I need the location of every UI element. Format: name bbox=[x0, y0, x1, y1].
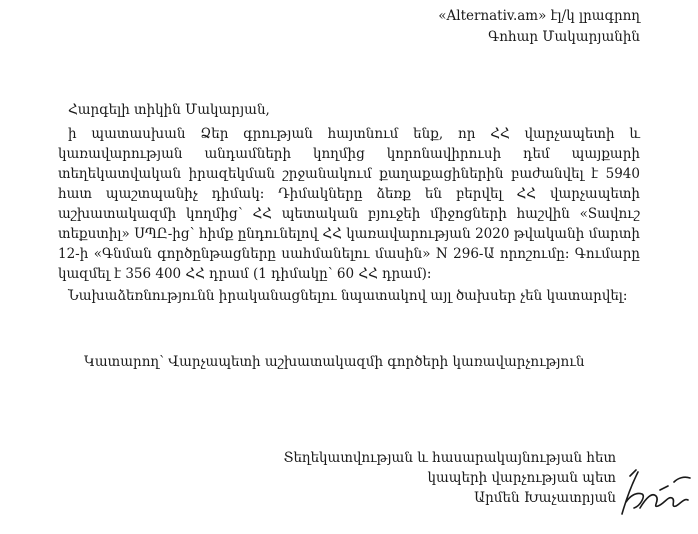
signatory-title-line2: կապերի վարչության պետ bbox=[427, 470, 616, 486]
letter-paragraph-main: ի պատասխան Ձեր գրության հայտնում ենք, որ ՀՀ վարչապետի և կառավարության անդամների կողմից կորոնավիրուսի դեմ պայքարի տեղեկատվական իրազեկման շրջանակում քաղաքացիներին բաժանվել է 5940 հատ պաշտպանիչ դիմակ: Դիմակները ձեռք են բերվել ՀՀ վարչապետի աշխատակազմի կողմից՝ ՀՀ պետական բյուջեի միջոցների հաշվին «Sավուշ տեքստիլ» ՍՊԸ-ից՝ հիմք ընդունելով ՀՀ կառավարության 2020 թվականի մարտի 12-ի «Գնման գործընթացները սահմանելու մասին» N 296-Ա որոշումը: Գումարը կազմել է 356 400 ՀՀ դրամ (1 դիմակը՝ 60 ՀՀ դրամ): bbox=[58, 126, 640, 282]
letter-paragraph-closing: Նախաձեռնությունն իրականացնելու նպատակով այլ ծախսեր չեն կատարվել: bbox=[68, 288, 628, 304]
handwritten-signature-icon bbox=[616, 462, 694, 522]
letter-body bbox=[58, 100, 640, 306]
letter-greeting: Հարգելի տիկին Մակարյան, bbox=[68, 102, 270, 118]
signatory-title-line1: Տեղեկատվության և հասարակայնության հետ bbox=[283, 450, 616, 466]
addressee-line-name: Գոհար Մակարյանին bbox=[488, 29, 640, 45]
signatory-name: Արմեն Խաչատրյան bbox=[474, 490, 616, 506]
executor-line: Կատարող՝ Վարչապետի աշխատակազմի գործերի կառավարչություն bbox=[84, 354, 585, 370]
addressee-block bbox=[438, 6, 640, 48]
signatory-block bbox=[284, 448, 616, 508]
addressee-line-outlet: «Alternativ.am» էլ/կ լրագրող bbox=[438, 8, 640, 24]
